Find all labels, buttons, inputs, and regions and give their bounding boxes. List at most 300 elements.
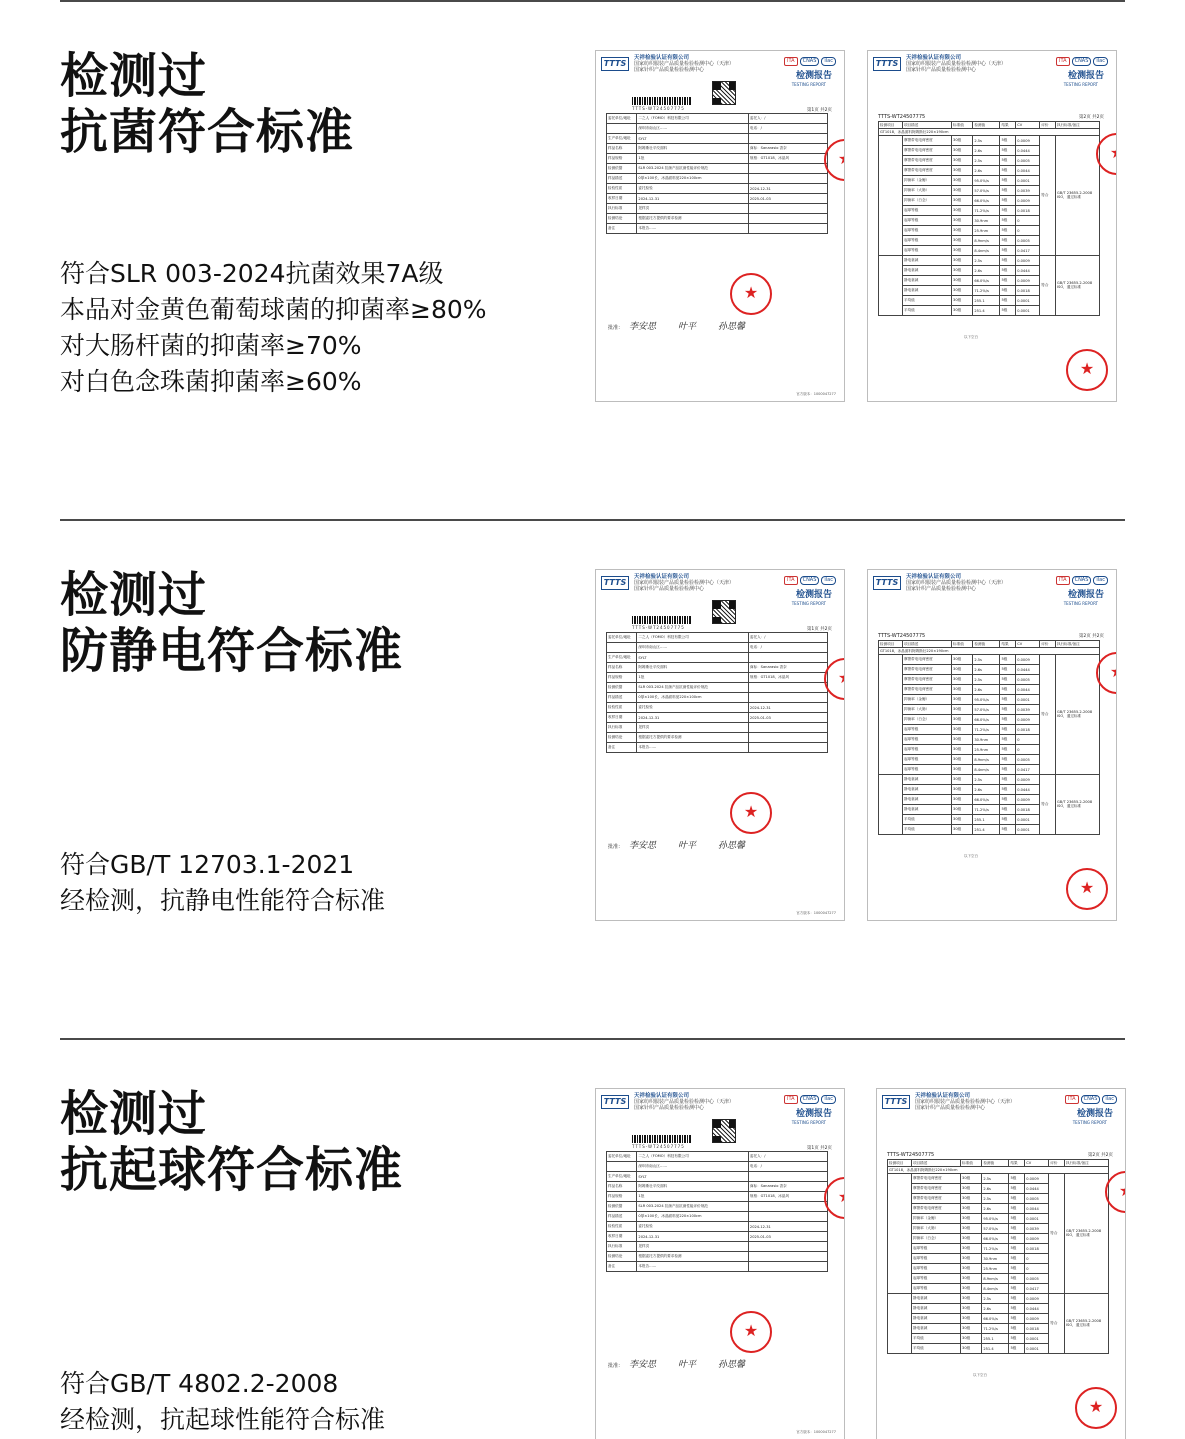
table-cell: 30级 [952, 296, 973, 306]
table-cell: 71.2%/s [973, 286, 1000, 296]
table-row [607, 733, 828, 743]
table-cell: 平均值 [903, 815, 952, 825]
org-line: 国家纺织服装产品质量检验检测中心（天津） [634, 1099, 735, 1105]
table-cell: 251.4 [973, 825, 1000, 835]
table-cell: 0.0001 [1025, 1334, 1049, 1344]
table-cell: 5级 [1000, 176, 1016, 186]
report-page-2 [876, 1088, 1126, 1439]
report-info-table [606, 632, 828, 753]
table-cell: 检测结论 [607, 214, 637, 224]
cnas-badge-icon: CNAS [1072, 57, 1092, 66]
ttts-logo-icon: TTTS [882, 1095, 910, 1109]
report-page-1 [595, 50, 845, 402]
org-header [634, 1093, 734, 1111]
table-row [888, 1294, 1109, 1304]
table-cell [748, 733, 827, 743]
table-cell: 阿姆斯壮平纹面料 [637, 1182, 749, 1192]
barcode-icon [632, 616, 692, 624]
table-cell: 5级 [1000, 655, 1016, 665]
page-number: 第2页 共2页 [1078, 115, 1104, 120]
table-cell [748, 693, 827, 703]
table-cell: 30级 [961, 1254, 982, 1264]
table-cell: 71.2%/s [973, 725, 1000, 735]
table-cell: 0.0009 [1016, 136, 1040, 146]
page-number: 第1页 共2页 [806, 627, 832, 632]
table-row [607, 184, 828, 194]
table-cell: 收样日期 [607, 713, 637, 723]
title-line-2: 防静电符合标准 [60, 623, 404, 679]
table-cell: 起球等级 [903, 745, 952, 755]
table-cell: 2.5s [973, 136, 1000, 146]
signature: 孙思馨 [718, 322, 746, 332]
table-cell: 样品名称 [607, 1182, 637, 1192]
table-cell: 静电衰减 [912, 1294, 961, 1304]
table-cell: 收样日期 [607, 1232, 637, 1242]
seal-stamp-icon [730, 1311, 772, 1353]
table-cell: 收样日期 [607, 194, 637, 204]
table-cell: 符合 [1040, 775, 1056, 835]
table-cell: 静电衰减 [903, 256, 952, 266]
table-cell: 0.0001 [1016, 176, 1040, 186]
table-cell: 2024-12-31 [748, 703, 827, 713]
signature: 李安思 [629, 841, 657, 851]
desc-line: 经检测，抗起球性能符合标准 [60, 1405, 386, 1434]
table-cell: 0.0001 [1016, 306, 1040, 316]
table-cell: 5级 [1009, 1334, 1025, 1344]
blank-below-note: 以下空白 [964, 335, 978, 339]
table-cell [607, 124, 637, 134]
table-cell: 本报告…… [637, 743, 749, 753]
table-cell: 根据委托方提供的要求检测 [637, 1252, 749, 1262]
table-cell: 30级 [952, 146, 973, 156]
table-header-cell: CV [1016, 641, 1040, 648]
page-number: 第1页 共2页 [806, 108, 832, 113]
seal-stamp-icon [730, 273, 772, 315]
table-cell [879, 775, 903, 835]
table-cell: 30级 [952, 695, 973, 705]
table-row [879, 136, 1100, 146]
table-cell: 2.5s [973, 775, 1000, 785]
table-cell: 2.5s [973, 655, 1000, 665]
table-cell: 2.6s [982, 1184, 1009, 1194]
table-cell: 5级 [1000, 216, 1016, 226]
table-cell: 静电衰减 [903, 276, 952, 286]
table-cell: 25.9nm [973, 745, 1000, 755]
table-row [607, 673, 828, 683]
table-cell: 30级 [961, 1234, 982, 1244]
table-row [607, 1252, 828, 1262]
table-cell: 见样页 [637, 204, 749, 214]
table-cell [879, 136, 903, 256]
report-number: TTTS-WT24507775 [887, 1152, 935, 1158]
table-cell: 0.0009 [1025, 1314, 1049, 1324]
table-cell: SLR 003-2024 抗菌产品抗菌性能评价规范 [637, 683, 749, 693]
cert-badges [782, 57, 836, 66]
table-cell: 符合 [1049, 1294, 1065, 1354]
table-cell: 30级 [952, 665, 973, 675]
org-line: 国家针织产品质量检验检测中心 [634, 586, 705, 592]
table-cell: 1批 [637, 1192, 749, 1202]
table-cell: 8.9nm/s [973, 755, 1000, 765]
cert-badges [1054, 576, 1108, 585]
report-title: 检测报告 [1076, 1109, 1113, 1119]
table-cell: 5级 [1009, 1264, 1025, 1274]
cert-badges [782, 576, 836, 585]
table-cell: 5级 [1000, 206, 1016, 216]
table-header-cell: 检测值 [973, 122, 1000, 129]
table-cell: 委托单位/地址 [607, 1152, 637, 1162]
ita-badge-icon: ITA [784, 576, 798, 585]
table-cell: 2.5s [973, 675, 1000, 685]
table-cell: 起球等级 [903, 755, 952, 765]
table-cell: 0.0009 [1016, 655, 1040, 665]
org-line: 国家针织产品质量检验检测中心 [915, 1105, 986, 1111]
table-cell: 2.5s [982, 1174, 1009, 1184]
org-header [634, 55, 734, 73]
table-cell: 30级 [961, 1284, 982, 1294]
table-cell: 0.0044 [1025, 1204, 1049, 1214]
section-title [60, 1086, 403, 1198]
table-cell: 深圳市南山区…… [637, 643, 749, 653]
table-cell: 执行标准 [607, 204, 637, 214]
table-cell: 2024-12-31 [637, 713, 749, 723]
table-cell: 0.0444 [1016, 266, 1040, 276]
table-cell: 66.0%/s [973, 715, 1000, 725]
blank-below-note: 以下空白 [964, 854, 978, 858]
ita-badge-icon: ITA [784, 1095, 798, 1104]
table-cell: 71.2%/s [973, 206, 1000, 216]
desc-line: 符合GB/T 12703.1-2021 [60, 850, 355, 879]
table-cell: 5级 [1000, 785, 1016, 795]
org-name: 天祥检验认证有限公司 [634, 574, 690, 580]
table-header-cell: 执行标准/备注 [1056, 641, 1100, 648]
table-cell: 0.0417 [1016, 246, 1040, 256]
table-cell: 平均值 [903, 306, 952, 316]
table-cell: 样品描述 [607, 1212, 637, 1222]
table-cell: 电话：/ [748, 643, 827, 653]
table-cell: 商标：Sanarasio 香奈 [748, 663, 827, 673]
table-cell: 0 [1025, 1254, 1049, 1264]
report-title: 检测报告 [1067, 590, 1104, 600]
table-cell: 0厚×100长，冰晶面料宽220×100cm [637, 1212, 749, 1222]
desc-line: 符合GB/T 4802.2-2008 [60, 1369, 339, 1398]
table-cell: 样品规格 [607, 154, 637, 164]
table-cell: 0.0001 [1025, 1214, 1049, 1224]
table-cell: GB/T 23655.2-2008 ISO，通过标准 [1056, 775, 1100, 835]
table-cell: 5级 [1009, 1314, 1025, 1324]
table-row [607, 194, 828, 204]
report-subtitle: TESTING REPORT [1072, 1120, 1107, 1125]
table-cell: 检验性质 [607, 184, 637, 194]
table-cell: 检测结论 [607, 733, 637, 743]
table-cell: 0.0005 [1025, 1274, 1049, 1284]
table-cell: 2.6s [973, 266, 1000, 276]
org-line: 国家针织产品质量检验检测中心 [906, 67, 977, 73]
table-cell [748, 743, 827, 753]
table-cell: 30级 [952, 186, 973, 196]
table-cell: 规格：GT1018，冰晶风 [748, 673, 827, 683]
table-cell: 71.2%/s [973, 805, 1000, 815]
table-row [607, 1172, 828, 1182]
table-cell: 0.0005 [1016, 236, 1040, 246]
table-cell: 71.2%/s [982, 1324, 1009, 1334]
table-cell [748, 214, 827, 224]
table-cell: 抑菌率（金葡） [912, 1214, 961, 1224]
table-cell: 5级 [1009, 1294, 1025, 1304]
report-info-table [606, 113, 828, 234]
table-row [607, 663, 828, 673]
org-header [915, 1093, 1015, 1111]
table-cell: 抑菌率（大肠） [903, 705, 952, 715]
table-cell: 5级 [1000, 685, 1016, 695]
table-cell: 5级 [1000, 705, 1016, 715]
cert-badges [1063, 1095, 1117, 1104]
table-cell: 摩擦带电电荷密度 [903, 675, 952, 685]
table-cell: 2025-01-03 [748, 1232, 827, 1242]
table-cell: 检测结论 [607, 1252, 637, 1262]
table-row [607, 124, 828, 134]
table-cell: 0.0018 [1025, 1324, 1049, 1334]
table-cell [879, 655, 903, 775]
table-row [607, 1162, 828, 1172]
table-header-cell: 结果 [1000, 641, 1016, 648]
section-title [60, 567, 403, 679]
table-cell: 本报告…… [637, 1262, 749, 1272]
table-row [607, 224, 828, 234]
table-cell: 静电衰减 [912, 1304, 961, 1314]
ttts-logo-icon: TTTS [601, 57, 629, 71]
table-cell: 规格：GT1018，冰晶风 [748, 154, 827, 164]
table-header-cell: 执行标准/备注 [1056, 122, 1100, 129]
table-cell: 摩擦带电电荷密度 [912, 1184, 961, 1194]
table-cell: 备注 [607, 1262, 637, 1272]
ilac-badge-icon: ilac [821, 1095, 836, 1104]
table-cell: 5级 [1000, 745, 1016, 755]
table-cell: 静电衰减 [903, 785, 952, 795]
table-cell: 抑菌率（白念） [903, 715, 952, 725]
table-cell: 30级 [952, 825, 973, 835]
table-header-row [879, 122, 1100, 129]
report-page-2 [867, 50, 1117, 402]
table-header-cell: CV [1025, 1160, 1049, 1167]
ttts-logo-icon: TTTS [873, 57, 901, 71]
table-cell: 2025-01-03 [748, 194, 827, 204]
ita-badge-icon: ITA [1065, 1095, 1079, 1104]
table-cell: 0.0005 [1025, 1194, 1049, 1204]
table-cell: 0.0039 [1025, 1224, 1049, 1234]
table-cell: 5级 [1000, 266, 1016, 276]
ttts-logo-icon: TTTS [601, 576, 629, 590]
table-row [607, 653, 828, 663]
table-cell: 本报告…… [637, 224, 749, 234]
table-header-cell: 评价 [1040, 122, 1056, 129]
table-cell: 30级 [961, 1184, 982, 1194]
qr-code-icon [712, 1119, 736, 1143]
table-group-cell: GT1018，冰晶面料阿姆斯壮220×190cm [879, 129, 1100, 136]
table-cell: 30级 [961, 1314, 982, 1324]
table-header-cell: 结果 [1009, 1160, 1025, 1167]
ilac-badge-icon: ilac [1093, 57, 1108, 66]
table-cell [748, 1202, 827, 1212]
table-cell: 0.0009 [1025, 1234, 1049, 1244]
table-cell: 5级 [1000, 296, 1016, 306]
desc-line: 符合SLR 003-2024抗菌效果7A级 [60, 259, 444, 288]
table-cell: 30级 [952, 685, 973, 695]
table-cell: 0.0044 [1016, 166, 1040, 176]
table-cell: 5级 [1009, 1244, 1025, 1254]
table-cell: 摩擦带电电荷密度 [903, 136, 952, 146]
table-cell: 0.0444 [1025, 1184, 1049, 1194]
ilac-badge-icon: ilac [1102, 1095, 1117, 1104]
table-cell: 30级 [952, 655, 973, 665]
report-subtitle: TESTING REPORT [1063, 82, 1098, 87]
table-cell: 0.0005 [1016, 755, 1040, 765]
table-cell: 30级 [952, 246, 973, 256]
section-description [60, 847, 385, 919]
table-cell: 5级 [1009, 1304, 1025, 1314]
table-group-cell: GT1018，冰晶面料阿姆斯壮220×190cm [888, 1167, 1109, 1174]
table-row [607, 1202, 828, 1212]
table-cell: 规格：GT1018，冰晶风 [748, 1192, 827, 1202]
table-cell: 委托检验 [637, 184, 749, 194]
table-cell [748, 1252, 827, 1262]
table-row [888, 1167, 1109, 1174]
table-cell: 30级 [952, 206, 973, 216]
page-number: 第2页 共2页 [1087, 1153, 1113, 1158]
signature: 孙思馨 [718, 1360, 746, 1370]
table-cell: 2025-01-03 [748, 713, 827, 723]
table-cell: 8.9nm/s [982, 1274, 1009, 1284]
signature: 叶平 [678, 841, 697, 851]
table-cell: 阿姆斯壮平纹面料 [637, 663, 749, 673]
table-cell: 2.6s [973, 665, 1000, 675]
table-cell: 起球等级 [903, 765, 952, 775]
table-cell: 66.0%/s [982, 1314, 1009, 1324]
table-cell: 符合 [1040, 136, 1056, 256]
table-cell: 样品名称 [607, 663, 637, 673]
table-cell: 0.0009 [1016, 276, 1040, 286]
table-cell: 66.0%/s [982, 1234, 1009, 1244]
table-row [879, 655, 1100, 665]
table-cell: 5级 [1009, 1344, 1025, 1354]
table-cell: 2024-12-31 [748, 1222, 827, 1232]
signature: 叶平 [678, 1360, 697, 1370]
table-row [607, 693, 828, 703]
page-number: 第1页 共2页 [806, 1146, 832, 1151]
signers-label: 批准： [608, 844, 624, 850]
table-cell: 静电衰减 [903, 286, 952, 296]
table-cell: 静电衰减 [903, 795, 952, 805]
table-cell: 5级 [1009, 1284, 1025, 1294]
table-cell: 0.0009 [1016, 775, 1040, 785]
org-header [634, 574, 734, 592]
table-cell: 商标：Sanarasio 香奈 [748, 1182, 827, 1192]
org-name: 天祥检验认证有限公司 [906, 55, 962, 61]
table-cell: 5级 [1009, 1224, 1025, 1234]
table-row [607, 1192, 828, 1202]
table-cell: 30级 [952, 286, 973, 296]
table-cell: 深圳市南山区…… [637, 1162, 749, 1172]
table-cell: 5级 [1009, 1234, 1025, 1244]
signature: 孙思馨 [718, 841, 746, 851]
table-cell: 5级 [1000, 665, 1016, 675]
signers-label: 批准： [608, 1363, 624, 1369]
table-cell [748, 723, 827, 733]
table-header-row [888, 1160, 1109, 1167]
report-subtitle: TESTING REPORT [1063, 601, 1098, 606]
table-cell: 0.0018 [1025, 1244, 1049, 1254]
table-row [607, 1232, 828, 1242]
report-title: 检测报告 [795, 71, 832, 81]
table-cell: 起球等级 [912, 1274, 961, 1284]
table-cell: 检验性质 [607, 1222, 637, 1232]
table-cell: 0.0444 [1016, 665, 1040, 675]
cnas-badge-icon: CNAS [800, 576, 820, 585]
table-cell [888, 1294, 912, 1354]
table-header-cell: 标准值 [952, 122, 973, 129]
table-cell: 30.9nm [982, 1254, 1009, 1264]
table-cell: 0 [1016, 735, 1040, 745]
table-cell: 5级 [1009, 1194, 1025, 1204]
barcode-icon [632, 1135, 692, 1143]
table-cell: 起球等级 [903, 725, 952, 735]
table-cell: 0.0039 [1016, 705, 1040, 715]
table-row [879, 775, 1100, 785]
table-cell: 25.9nm [973, 226, 1000, 236]
report-results-table [878, 121, 1100, 316]
table-cell: 2.6s [982, 1304, 1009, 1314]
table-cell: 抑菌率（大肠） [903, 186, 952, 196]
table-header-cell: 检测值 [973, 641, 1000, 648]
table-cell: GB/T 23655.2-2008 ISO，通过标准 [1056, 136, 1100, 256]
table-row [607, 713, 828, 723]
table-cell: 30级 [952, 136, 973, 146]
table-cell: SLR 003-2024 抗菌产品抗菌性能评价规范 [637, 164, 749, 174]
table-row [607, 154, 828, 164]
table-cell: 2.6s [973, 785, 1000, 795]
org-line: 国家纺织服装产品质量检验检测中心（天津） [906, 580, 1007, 586]
report-subtitle: TESTING REPORT [791, 1120, 826, 1125]
table-cell: 66.0%/s [973, 795, 1000, 805]
table-row [607, 643, 828, 653]
table-cell: 深圳市南山区…… [637, 124, 749, 134]
table-group-cell: GT1018，冰晶面料阿姆斯壮220×190cm [879, 648, 1100, 655]
table-cell: 电话：/ [748, 1162, 827, 1172]
table-cell: 30级 [961, 1344, 982, 1354]
table-cell: 5级 [1000, 256, 1016, 266]
org-line: 国家针织产品质量检验检测中心 [906, 586, 977, 592]
table-cell: 5级 [1000, 276, 1016, 286]
table-cell: 5级 [1000, 775, 1016, 785]
table-cell: 5级 [1000, 306, 1016, 316]
table-cell: 30.9nm [973, 216, 1000, 226]
desc-line: 对白色念珠菌抑菌率≥60% [60, 367, 362, 396]
signature-row [608, 319, 761, 332]
table-cell: 30.9nm [973, 735, 1000, 745]
table-cell: 平均值 [903, 825, 952, 835]
table-cell: 30级 [952, 725, 973, 735]
table-cell: 备注 [607, 743, 637, 753]
table-cell: 25.9nm [982, 1264, 1009, 1274]
table-cell: 委托检验 [637, 703, 749, 713]
table-cell: 0.0039 [1016, 186, 1040, 196]
title-line-2: 抗菌符合标准 [60, 104, 355, 160]
table-cell: 8.4nm/s [982, 1284, 1009, 1294]
table-header-cell: 结果 [1000, 122, 1016, 129]
table-cell: 根据委托方提供的要求检测 [637, 733, 749, 743]
table-cell: 251.4 [982, 1344, 1009, 1354]
table-header-cell: 执行标准/备注 [1065, 1160, 1109, 1167]
